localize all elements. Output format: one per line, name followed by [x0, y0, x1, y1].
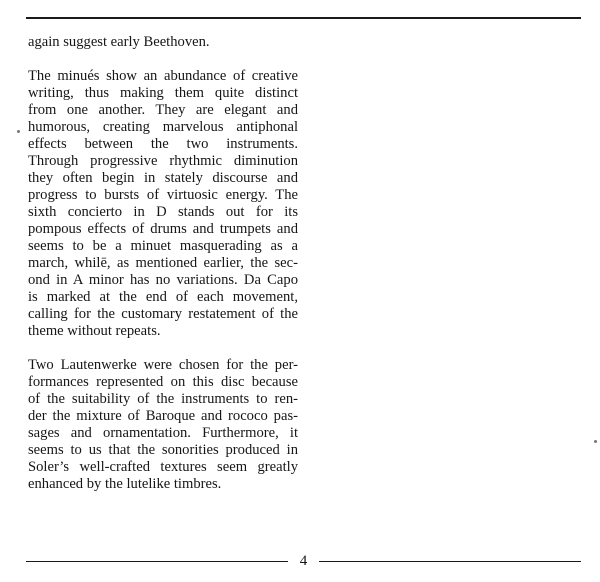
text-line: progress to bursts of virtuosic energy. The [28, 187, 298, 203]
text-line: enhanced by the lutelike timbres. [28, 476, 222, 492]
text-line: is marked at the end of each movement, [28, 289, 298, 305]
text-line: calling for the customary restatement of the [28, 306, 298, 322]
text-line: formances represented on this disc because [28, 374, 298, 390]
top-rule [26, 17, 581, 19]
text-line: sages and ornamentation. Furthermore, it [28, 425, 298, 441]
paragraph [28, 357, 298, 493]
paragraph [28, 34, 298, 51]
text-line: again suggest early Beethoven. [28, 34, 210, 50]
text-line: effects between the two instruments. [28, 136, 298, 152]
text-line: of the suitability of the instruments to ren- [28, 391, 298, 407]
text-line: Soler’s well-crafted textures seem greatly [28, 459, 298, 475]
text-line: seems to be a minuet masquerading as a [28, 238, 298, 254]
text-line: ond in A minor has no variations. Da Capo [28, 272, 298, 288]
page-number: 4 [299, 553, 308, 569]
text-line: humorous, creating marvelous antiphonal [28, 119, 298, 135]
text-line: seems to us that the sonorities produced in [28, 442, 298, 458]
text-line: theme without repeats. [28, 323, 161, 339]
paper-speck [17, 130, 20, 133]
text-line: Through progressive rhythmic diminution [28, 153, 298, 169]
text-line: pompous effects of drums and trumpets and [28, 221, 298, 237]
text-line: they often begin in stately discourse and [28, 170, 298, 186]
page-footer [26, 551, 581, 573]
text-line: sixth concierto in D stands out for its [28, 204, 298, 220]
body-text [28, 34, 298, 510]
footer-rule-left [26, 561, 288, 562]
text-line: The minués show an abundance of creative [28, 68, 298, 84]
paper-speck [594, 440, 597, 443]
text-line: der the mixture of Baroque and rococo pas- [28, 408, 298, 424]
paragraph [28, 68, 298, 340]
text-line: from one another. They are elegant and [28, 102, 298, 118]
footer-rule-right [319, 561, 581, 562]
text-line: march, whilē, as mentioned earlier, the sec- [28, 255, 298, 271]
text-line: Two Lautenwerke were chosen for the per- [28, 357, 298, 373]
text-line: writing, thus making them quite distinct [28, 85, 298, 101]
